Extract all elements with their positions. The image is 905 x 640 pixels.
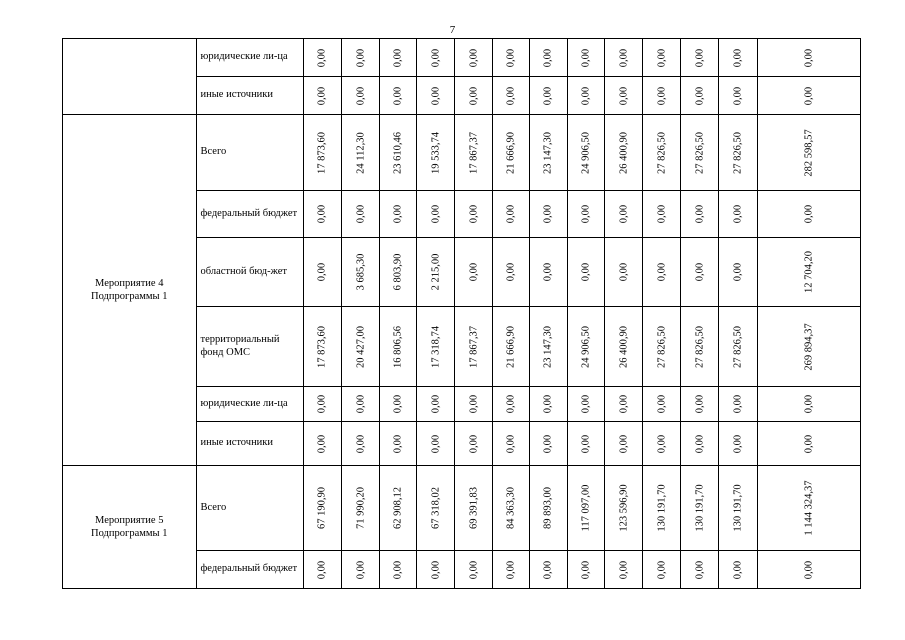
year-value: 21 666,90 (505, 325, 517, 368)
funding-source-cell: Всего (196, 466, 303, 551)
year-value: 0,00 (542, 560, 554, 579)
year-value: 0,00 (316, 262, 328, 282)
year-value: 17 867,37 (468, 131, 479, 174)
year-value-cell (303, 191, 341, 238)
year-value: 23 610,46 (392, 131, 404, 174)
year-value: 0,00 (505, 86, 517, 105)
year-value: 0,00 (430, 560, 442, 579)
year-value: 0,00 (505, 48, 517, 67)
year-value: 17 318,74 (430, 325, 442, 368)
event-name-cell (63, 39, 197, 115)
year-value: 0,00 (355, 86, 367, 105)
year-value-cell (417, 307, 455, 387)
year-value-cell (643, 77, 681, 115)
year-value-cell (681, 422, 719, 466)
year-value-cell (492, 238, 529, 307)
year-value-cell (719, 191, 757, 238)
year-value: 0,00 (392, 86, 404, 105)
total-value: 0,00 (803, 434, 815, 453)
year-value-cell (303, 115, 341, 191)
year-value-cell (303, 551, 341, 589)
year-value: 0,00 (694, 204, 706, 224)
funding-source-cell: территориальный фонд ОМС (196, 307, 303, 387)
year-value: 0,00 (618, 560, 630, 579)
year-value-cell (567, 387, 604, 422)
year-value-cell (380, 39, 417, 77)
year-value-cell (719, 307, 757, 387)
year-value-cell (604, 551, 642, 589)
year-value: 0,00 (468, 48, 479, 67)
year-value: 24 906,50 (580, 325, 592, 368)
year-value: 17 873,60 (316, 131, 328, 174)
year-value-cell (417, 422, 455, 466)
year-value-cell (567, 551, 604, 589)
year-value-cell (492, 551, 529, 589)
year-value-cell (455, 307, 492, 387)
year-value-cell (342, 115, 380, 191)
year-value-cell (604, 39, 642, 77)
year-value-cell (455, 466, 492, 551)
year-value-cell (681, 466, 719, 551)
year-value-cell (380, 115, 417, 191)
year-value-cell (567, 115, 604, 191)
year-value-cell (681, 551, 719, 589)
year-value: 0,00 (580, 86, 592, 105)
year-value-cell (529, 387, 567, 422)
year-value-cell (455, 77, 492, 115)
year-value: 26 400,90 (618, 131, 630, 174)
year-value: 0,00 (542, 204, 554, 224)
year-value: 0,00 (694, 86, 706, 105)
year-value-cell (604, 115, 642, 191)
year-value-cell (529, 115, 567, 191)
year-value-cell (492, 191, 529, 238)
funding-source-cell: юридические ли-ца (196, 387, 303, 422)
year-value-cell (492, 115, 529, 191)
year-value-cell (417, 551, 455, 589)
year-value: 0,00 (392, 394, 404, 414)
year-value: 0,00 (694, 48, 706, 67)
year-value: 0,00 (732, 434, 744, 453)
year-value: 130 191,70 (694, 484, 706, 532)
event-name-cell: Мероприятие 5 Подпрограммы 1 (63, 466, 197, 589)
total-value-cell (757, 238, 860, 307)
year-value-cell (681, 39, 719, 77)
year-value-cell (455, 191, 492, 238)
year-value: 0,00 (316, 434, 328, 453)
year-value: 23 147,30 (542, 131, 554, 174)
year-value: 0,00 (468, 86, 479, 105)
year-value: 0,00 (694, 560, 706, 579)
year-value: 0,00 (355, 204, 367, 224)
year-value: 0,00 (505, 434, 517, 453)
year-value-cell (604, 387, 642, 422)
year-value-cell (417, 39, 455, 77)
year-value: 0,00 (618, 434, 630, 453)
year-value-cell (455, 551, 492, 589)
year-value: 17 867,37 (468, 325, 479, 368)
year-value: 0,00 (468, 560, 479, 579)
year-value-cell (417, 77, 455, 115)
year-value: 0,00 (468, 394, 479, 414)
year-value-cell (303, 39, 341, 77)
year-value: 89 893,00 (542, 487, 554, 529)
year-value-cell (567, 307, 604, 387)
year-value-cell (492, 422, 529, 466)
table-body (63, 39, 861, 589)
year-value-cell (303, 466, 341, 551)
year-value: 130 191,70 (656, 484, 668, 532)
year-value: 16 806,56 (392, 325, 404, 368)
year-value-cell (719, 387, 757, 422)
year-value: 0,00 (732, 560, 744, 579)
year-value: 84 363,30 (505, 487, 517, 529)
year-value: 23 147,30 (542, 325, 554, 368)
year-value-cell (303, 77, 341, 115)
year-value: 0,00 (316, 48, 328, 67)
total-value-cell (757, 77, 860, 115)
year-value-cell (567, 77, 604, 115)
year-value-cell (719, 115, 757, 191)
year-value-cell (342, 422, 380, 466)
year-value: 130 191,70 (732, 484, 744, 532)
year-value: 0,00 (392, 434, 404, 453)
funding-table (62, 38, 861, 589)
year-value-cell (303, 238, 341, 307)
year-value: 71 990,20 (355, 487, 367, 529)
year-value: 0,00 (316, 86, 328, 105)
total-value: 1 144 324,37 (803, 480, 815, 536)
total-value-cell (757, 422, 860, 466)
year-value-cell (529, 422, 567, 466)
year-value-cell (567, 39, 604, 77)
year-value: 26 400,90 (618, 325, 630, 368)
year-value: 0,00 (355, 394, 367, 414)
year-value: 62 908,12 (392, 487, 404, 529)
year-value: 69 391,83 (468, 487, 479, 529)
year-value-cell (529, 39, 567, 77)
year-value: 0,00 (505, 394, 517, 414)
total-value: 0,00 (803, 86, 815, 105)
year-value: 0,00 (732, 204, 744, 224)
total-value: 0,00 (803, 560, 815, 579)
total-value-cell (757, 307, 860, 387)
year-value-cell (303, 422, 341, 466)
year-value-cell (604, 238, 642, 307)
year-value: 19 533,74 (430, 131, 442, 174)
year-value-cell (342, 466, 380, 551)
year-value: 0,00 (656, 86, 668, 105)
year-value-cell (604, 422, 642, 466)
year-value: 67 318,02 (430, 487, 442, 529)
year-value: 0,00 (430, 204, 442, 224)
year-value: 21 666,90 (505, 131, 517, 174)
year-value-cell (342, 39, 380, 77)
year-value-cell (719, 466, 757, 551)
year-value: 3 685,30 (355, 253, 367, 291)
year-value-cell (380, 387, 417, 422)
year-value: 0,00 (618, 394, 630, 414)
year-value: 0,00 (618, 48, 630, 67)
year-value-cell (342, 191, 380, 238)
table-row (63, 115, 861, 191)
year-value-cell (719, 422, 757, 466)
year-value-cell (380, 307, 417, 387)
year-value: 0,00 (694, 262, 706, 282)
funding-source-cell: юридические ли-ца (196, 39, 303, 77)
year-value-cell (380, 191, 417, 238)
year-value-cell (492, 39, 529, 77)
year-value-cell (719, 77, 757, 115)
year-value: 0,00 (542, 394, 554, 414)
year-value-cell (719, 551, 757, 589)
year-value-cell (455, 238, 492, 307)
year-value-cell (417, 387, 455, 422)
year-value-cell (380, 551, 417, 589)
year-value: 0,00 (468, 204, 479, 224)
year-value-cell (567, 422, 604, 466)
year-value: 67 190,90 (316, 487, 328, 529)
year-value-cell (681, 387, 719, 422)
year-value-cell (604, 466, 642, 551)
year-value-cell (455, 422, 492, 466)
year-value-cell (719, 238, 757, 307)
year-value-cell (643, 466, 681, 551)
year-value-cell (604, 191, 642, 238)
year-value: 0,00 (580, 262, 592, 282)
year-value-cell (681, 115, 719, 191)
year-value-cell (567, 191, 604, 238)
year-value-cell (417, 115, 455, 191)
year-value: 27 826,50 (732, 131, 744, 174)
year-value: 27 826,50 (656, 131, 668, 174)
year-value: 117 097,00 (580, 484, 592, 532)
year-value-cell (492, 77, 529, 115)
table-row (63, 466, 861, 551)
year-value-cell (342, 307, 380, 387)
year-value-cell (303, 307, 341, 387)
total-value-cell (757, 387, 860, 422)
year-value: 2 215,00 (430, 253, 442, 291)
year-value-cell (529, 191, 567, 238)
year-value-cell (719, 39, 757, 77)
year-value-cell (604, 307, 642, 387)
year-value: 0,00 (694, 434, 706, 453)
year-value: 0,00 (656, 560, 668, 579)
year-value: 0,00 (542, 86, 554, 105)
year-value-cell (380, 238, 417, 307)
year-value: 0,00 (618, 262, 630, 282)
year-value-cell (643, 39, 681, 77)
year-value: 0,00 (505, 262, 517, 282)
year-value: 0,00 (505, 560, 517, 579)
total-value-cell (757, 191, 860, 238)
year-value-cell (643, 551, 681, 589)
year-value: 17 873,60 (316, 325, 328, 368)
year-value: 0,00 (468, 262, 479, 282)
year-value: 0,00 (392, 48, 404, 67)
year-value-cell (303, 387, 341, 422)
year-value-cell (681, 307, 719, 387)
year-value: 123 596,90 (618, 484, 630, 532)
year-value-cell (342, 77, 380, 115)
total-value: 282 598,57 (803, 128, 815, 177)
year-value: 27 826,50 (694, 325, 706, 368)
year-value: 20 427,00 (355, 325, 367, 368)
year-value-cell (681, 191, 719, 238)
page-number: 7 (449, 24, 456, 36)
year-value-cell (455, 39, 492, 77)
year-value: 0,00 (542, 262, 554, 282)
year-value: 0,00 (316, 204, 328, 224)
year-value: 0,00 (580, 204, 592, 224)
funding-source-cell: федеральный бюджет (196, 191, 303, 238)
total-value: 12 704,20 (803, 251, 815, 293)
funding-source-cell: иные источники (196, 422, 303, 466)
year-value: 0,00 (656, 394, 668, 414)
year-value: 24 906,50 (580, 131, 592, 174)
year-value-cell (455, 115, 492, 191)
year-value: 0,00 (656, 434, 668, 453)
year-value-cell (380, 422, 417, 466)
year-value-cell (529, 551, 567, 589)
year-value-cell (529, 238, 567, 307)
year-value: 6 803,90 (392, 253, 404, 291)
year-value: 0,00 (542, 434, 554, 453)
total-value: 0,00 (803, 394, 815, 414)
year-value-cell (529, 466, 567, 551)
total-value-cell (757, 466, 860, 551)
funding-source-cell: Всего (196, 115, 303, 191)
year-value: 0,00 (694, 394, 706, 414)
table-row (63, 39, 861, 77)
year-value-cell (529, 307, 567, 387)
year-value: 0,00 (355, 560, 367, 579)
year-value: 0,00 (468, 434, 479, 453)
year-value: 0,00 (430, 86, 442, 105)
year-value-cell (380, 466, 417, 551)
year-value-cell (342, 387, 380, 422)
year-value: 24 112,30 (355, 131, 367, 174)
total-value: 0,00 (803, 204, 815, 224)
year-value-cell (380, 77, 417, 115)
year-value-cell (417, 466, 455, 551)
year-value: 0,00 (580, 394, 592, 414)
year-value-cell (681, 77, 719, 115)
year-value-cell (681, 238, 719, 307)
year-value: 27 826,50 (694, 131, 706, 174)
funding-source-cell: областной бюд-жет (196, 238, 303, 307)
year-value-cell (567, 466, 604, 551)
year-value: 0,00 (732, 48, 744, 67)
year-value: 27 826,50 (732, 325, 744, 368)
year-value: 0,00 (316, 394, 328, 414)
year-value-cell (643, 238, 681, 307)
event-name-cell: Мероприятие 4 Подпрограммы 1 (63, 115, 197, 466)
year-value-cell (643, 191, 681, 238)
year-value: 0,00 (618, 204, 630, 224)
year-value: 0,00 (430, 48, 442, 67)
year-value: 0,00 (542, 48, 554, 67)
year-value: 0,00 (392, 204, 404, 224)
year-value: 0,00 (656, 262, 668, 282)
year-value: 0,00 (430, 394, 442, 414)
year-value: 27 826,50 (656, 325, 668, 368)
year-value: 0,00 (732, 394, 744, 414)
year-value: 0,00 (580, 48, 592, 67)
year-value-cell (567, 238, 604, 307)
year-value: 0,00 (656, 204, 668, 224)
year-value-cell (643, 115, 681, 191)
year-value: 0,00 (355, 48, 367, 67)
year-value-cell (342, 238, 380, 307)
year-value: 0,00 (505, 204, 517, 224)
year-value: 0,00 (430, 434, 442, 453)
year-value-cell (417, 238, 455, 307)
year-value-cell (342, 551, 380, 589)
year-value-cell (643, 307, 681, 387)
total-value: 269 894,37 (803, 322, 815, 371)
funding-source-cell: федеральный бюджет (196, 551, 303, 589)
year-value: 0,00 (732, 262, 744, 282)
year-value: 0,00 (656, 48, 668, 67)
year-value-cell (417, 191, 455, 238)
year-value: 0,00 (580, 434, 592, 453)
total-value-cell (757, 551, 860, 589)
year-value: 0,00 (316, 560, 328, 579)
funding-source-cell: иные источники (196, 77, 303, 115)
total-value-cell (757, 39, 860, 77)
year-value-cell (492, 387, 529, 422)
year-value: 0,00 (618, 86, 630, 105)
year-value: 0,00 (355, 434, 367, 453)
total-value-cell (757, 115, 860, 191)
year-value-cell (455, 387, 492, 422)
year-value-cell (492, 466, 529, 551)
year-value-cell (492, 307, 529, 387)
total-value: 0,00 (803, 48, 815, 67)
year-value-cell (604, 77, 642, 115)
year-value-cell (643, 422, 681, 466)
year-value-cell (643, 387, 681, 422)
year-value: 0,00 (392, 560, 404, 579)
year-value: 0,00 (580, 560, 592, 579)
year-value: 0,00 (732, 86, 744, 105)
year-value-cell (529, 77, 567, 115)
